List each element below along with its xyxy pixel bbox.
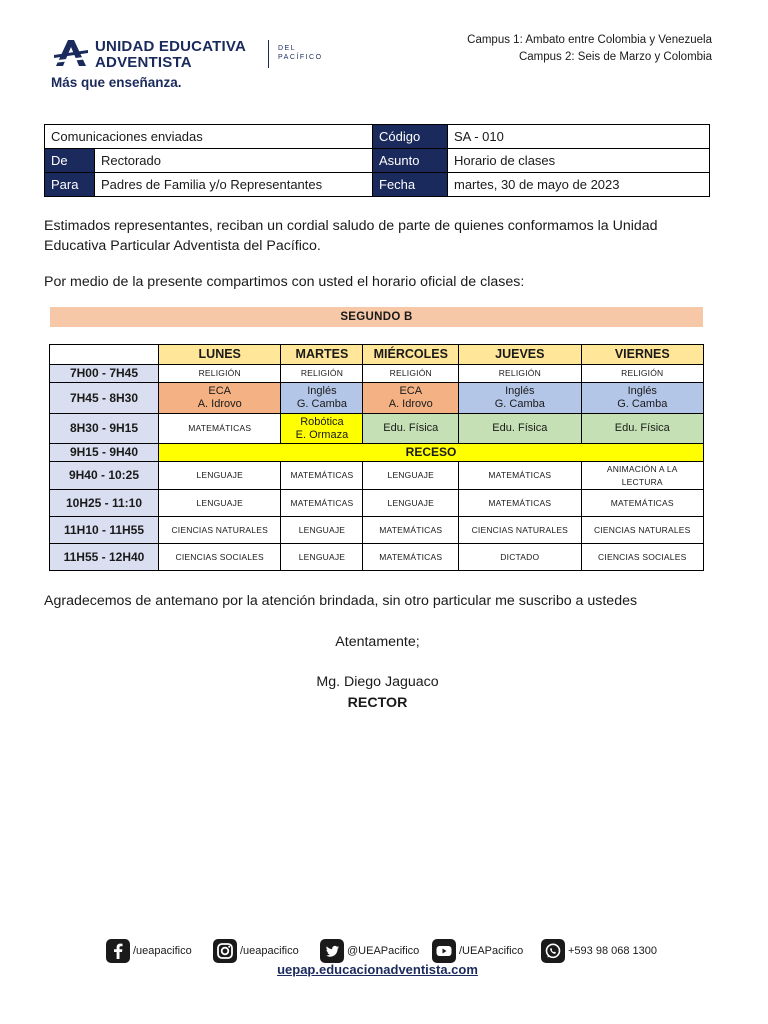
time-slot: 8H30 - 9H15 — [50, 414, 159, 444]
class-cell: Edu. Física — [459, 414, 581, 444]
day-header: LUNES — [159, 345, 281, 365]
memo-info-table — [44, 124, 710, 197]
para-label: Para — [45, 173, 95, 197]
class-cell: RELIGIÓN — [281, 365, 363, 383]
table-row — [50, 365, 704, 383]
campus-1-address: Campus 1: Ambato entre Colombia y Venezuela — [467, 34, 712, 46]
time-slot: 9H40 - 10:25 — [50, 462, 159, 490]
fecha-label: Fecha — [373, 173, 448, 197]
table-row — [50, 462, 704, 490]
section-title: SEGUNDO B — [50, 307, 703, 327]
logo-mark-icon — [54, 38, 88, 68]
asunto-label: Asunto — [373, 149, 448, 173]
class-cell: LENGUAJE — [363, 490, 459, 517]
instagram-handle: /ueapacifico — [240, 945, 299, 957]
class-cell: LENGUAJE — [159, 490, 281, 517]
recess-cell: RECESO — [159, 444, 704, 462]
class-cell: MATEMÁTICAS — [281, 490, 363, 517]
table-row — [50, 444, 704, 462]
class-cell: RELIGIÓN — [159, 365, 281, 383]
class-cell: MATEMÁTICAS — [363, 517, 459, 544]
greeting-paragraph: Estimados representantes, reciban un cordial saludo de parte de quienes conformamos la Unidad Educativa Particular Adventista del Pacífico. — [44, 218, 658, 254]
class-cell: Inglés G. Camba — [281, 383, 363, 414]
class-cell: CIENCIAS SOCIALES — [581, 544, 703, 571]
class-cell: MATEMÁTICAS — [363, 544, 459, 571]
signer-title: RECTOR — [347, 695, 408, 711]
header-corner — [50, 345, 159, 365]
class-cell: ECA A. Idrovo — [159, 383, 281, 414]
class-cell: Inglés G. Camba — [459, 383, 581, 414]
twitter-link[interactable] — [320, 939, 419, 963]
table-row — [50, 490, 704, 517]
codigo-label: Código — [373, 125, 448, 149]
class-cell: MATEMÁTICAS — [159, 414, 281, 444]
regards: Atentamente; — [335, 634, 420, 650]
class-cell: LENGUAJE — [363, 462, 459, 490]
class-cell: RELIGIÓN — [581, 365, 703, 383]
twitter-handle: @UEAPacifico — [347, 945, 420, 957]
day-header: VIERNES — [581, 345, 703, 365]
class-cell: MATEMÁTICAS — [459, 490, 581, 517]
table-row — [50, 517, 704, 544]
time-slot: 7H00 - 7H45 — [50, 365, 159, 383]
asunto-value: Horario de clases — [448, 149, 710, 173]
table-row — [50, 544, 704, 571]
memo-title: Comunicaciones enviadas — [45, 125, 373, 149]
youtube-icon — [432, 939, 456, 963]
class-cell: RELIGIÓN — [363, 365, 459, 383]
tagline: Más que enseñanza. — [51, 75, 182, 90]
de-value: Rectorado — [95, 149, 373, 173]
facebook-icon — [106, 939, 130, 963]
class-cell: Edu. Física — [581, 414, 703, 444]
class-cell: Robótica E. Ormaza — [281, 414, 363, 444]
class-cell: LENGUAJE — [281, 544, 363, 571]
class-cell: ANIMACIÓN A LA LECTURA — [581, 462, 703, 490]
codigo-value: SA - 010 — [448, 125, 710, 149]
de-label: De — [45, 149, 95, 173]
logo-sub2: PACÍFICO — [278, 54, 323, 61]
class-cell: CIENCIAS NATURALES — [581, 517, 703, 544]
para-value: Padres de Familia y/o Representantes — [95, 173, 373, 197]
class-cell: CIENCIAS NATURALES — [159, 517, 281, 544]
table-row — [50, 414, 704, 444]
logo-divider — [268, 40, 269, 68]
class-cell: Edu. Física — [363, 414, 459, 444]
class-cell: DICTADO — [459, 544, 581, 571]
time-slot: 7H45 - 8H30 — [50, 383, 159, 414]
class-cell: LENGUAJE — [281, 517, 363, 544]
facebook-link[interactable] — [106, 939, 192, 963]
twitter-icon — [320, 939, 344, 963]
intro-paragraph: Por medio de la presente compartimos con usted el horario oficial de clases: — [44, 274, 525, 290]
schedule-header-row — [50, 345, 704, 365]
whatsapp-icon — [541, 939, 565, 963]
signer-name: Mg. Diego Jaguaco — [316, 674, 439, 690]
campus-2-address: Campus 2: Seis de Marzo y Colombia — [518, 51, 712, 63]
class-cell: RELIGIÓN — [459, 365, 581, 383]
schedule-table — [49, 344, 704, 571]
class-cell: CIENCIAS NATURALES — [459, 517, 581, 544]
class-cell: MATEMÁTICAS — [459, 462, 581, 490]
day-header: MARTES — [281, 345, 363, 365]
class-cell: Inglés G. Camba — [581, 383, 703, 414]
facebook-handle: /ueapacifico — [133, 945, 192, 957]
class-cell: CIENCIAS SOCIALES — [159, 544, 281, 571]
youtube-link[interactable] — [432, 939, 523, 963]
fecha-value: martes, 30 de mayo de 2023 — [448, 173, 710, 197]
website-link[interactable]: uepap.educacionadventista.com — [277, 962, 478, 977]
whatsapp-number: +593 98 068 1300 — [568, 945, 658, 957]
class-cell: LENGUAJE — [159, 462, 281, 490]
instagram-link[interactable] — [213, 939, 299, 963]
class-cell: MATEMÁTICAS — [581, 490, 703, 517]
whatsapp-link[interactable] — [541, 939, 657, 963]
table-row — [50, 383, 704, 414]
class-cell: ECA A. Idrovo — [363, 383, 459, 414]
class-cell: MATEMÁTICAS — [281, 462, 363, 490]
logo-line2: ADVENTISTA — [95, 54, 192, 71]
time-slot: 9H15 - 9H40 — [50, 444, 159, 462]
day-header: JUEVES — [459, 345, 581, 365]
logo-line1: UNIDAD EDUCATIVA — [95, 38, 246, 55]
time-slot: 10H25 - 11:10 — [50, 490, 159, 517]
logo-sub1: DEL — [278, 45, 297, 52]
day-header: MIÉRCOLES — [363, 345, 459, 365]
instagram-icon — [213, 939, 237, 963]
closing-paragraph: Agradecemos de antemano por la atención brindada, sin otro particular me suscribo a ustedes — [44, 593, 638, 609]
time-slot: 11H10 - 11H55 — [50, 517, 159, 544]
time-slot: 11H55 - 12H40 — [50, 544, 159, 571]
youtube-handle: /UEAPacifico — [459, 945, 524, 957]
